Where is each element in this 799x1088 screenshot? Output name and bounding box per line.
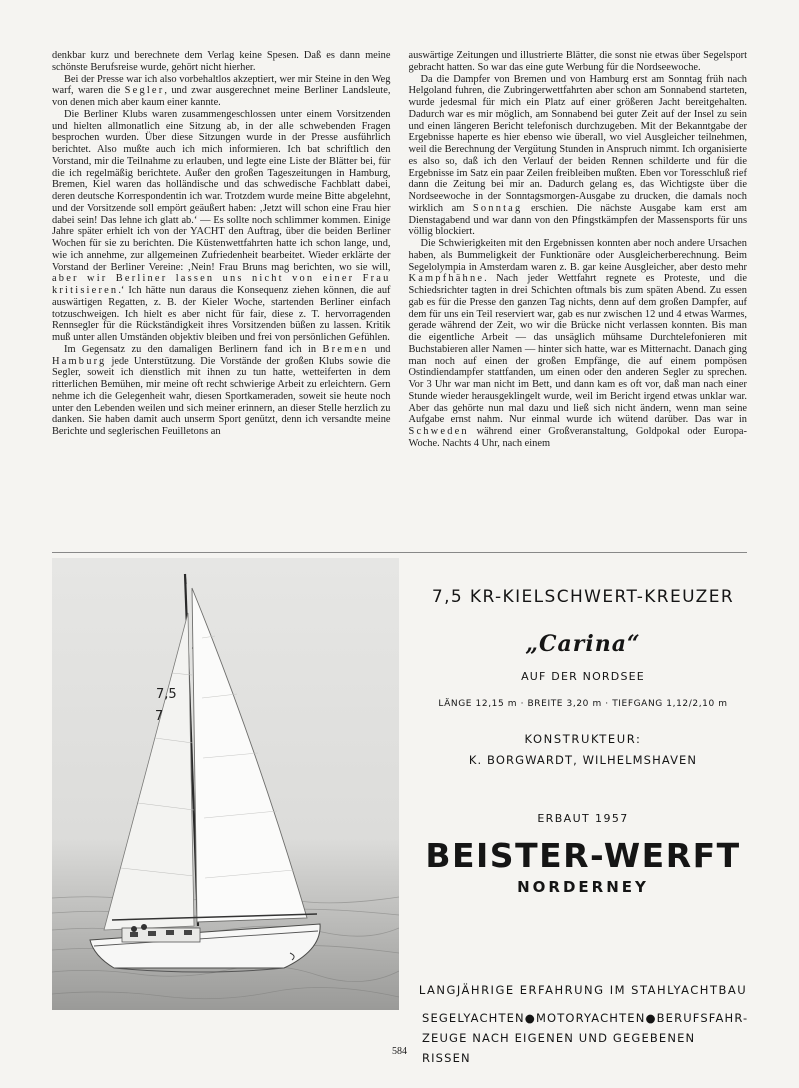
emphasized-text: Schweden (408, 426, 469, 437)
article-paragraph (52, 109, 391, 344)
emphasized-text: Bremen (322, 343, 369, 355)
ad-products (422, 1008, 748, 1068)
ad-shipyard-location: NORDERNEY (517, 878, 649, 896)
paragraph-text: .‘ Ich hätte nun daraus die Konsequenz ziehen können, die auf auswärtigen Regatten, z. B. der Kieler Woche, startenden Berliner einfach totzuschweigen. Ich hielt es aber nicht für fair, diese z. T. hervorragenden Rennsegler für die Rückständigkeit ihres Vorsitzenden büßen zu lassen. Kritik muß unter allen Umständen objektiv bleiben und frei von persönlichen Gefühlen. (52, 285, 391, 343)
paragraph-text: Die Schwierigkeiten mit den Ergebnissen konnten aber noch andere Ursachen haben, als Bummeligkeit der Funktionäre oder Ausgleicherberechnung. Beim Segelolympia in Amsterdam waren z. B. gar keine Ausgleicher, aber desto mehr (408, 238, 747, 273)
ad-location: AUF DER NORDSEE (521, 670, 645, 683)
article-paragraph (409, 238, 748, 450)
section-divider (52, 552, 747, 553)
ad-boat-name: „Carina“ (525, 631, 641, 657)
emphasized-text: Sonntag (472, 202, 523, 214)
article-paragraph (52, 344, 391, 438)
ad-tagline: LANGJÄHRIGE ERFAHRUNG IM STAHLYACHTBAU (418, 983, 748, 997)
article-column-left (52, 50, 391, 545)
paragraph-text: Bei der Presse war ich also vorbehaltlos akzeptiert, wer mir Steine in den Weg warf, waren die (52, 73, 391, 97)
sailboat-photo (52, 558, 399, 1010)
ad-products-line-2: ZEUGE NACH EIGENEN UND GEGEBENEN RISSEN (422, 1031, 696, 1065)
paragraph-text: und (368, 343, 391, 355)
sailboat-hull (90, 924, 320, 972)
main-sail (192, 588, 307, 922)
paragraph-text: erschien. Die nächste Ausgabe kam erst am Dienstagabend und war dann von den Pfingstkämpfen der Massensports für uns völlig blockiert. (408, 202, 747, 238)
paragraph-text: jede Unterstützung. Die Vorstände der großen Klubs sowie die Segler, soweit ich dienstlich mit ihnen zu tun hatte, wetteiferten in dem ritterlichen Bemühen, mir meine oft recht schwierige Arbeit zu erleichtern. Gern nehme ich die Gelegenheit wahr, diesen Sportkameraden, soweit sie heute noch unter den Lebenden weilen und sich meiner erinnern, an dieser Stelle herzlich zu danken. Sie haben damit auch unserm Sport genützt, denn ich versandte meine Berichte und seglerischen Feuilletons an (52, 355, 391, 437)
page-number: 584 (392, 1046, 407, 1057)
emphasized-text: Kampfhähne (408, 273, 485, 285)
ad-products-line-1: SEGELYACHTEN●MOTORYACHTEN●BERUFSFAHR- (422, 1011, 749, 1025)
article-paragraph (409, 74, 748, 239)
article-paragraph (52, 74, 391, 109)
paragraph-text: denkbar kurz und berechnete dem Verlag keine Spesen. Daß es dann meine schönste Berufsreise wurde, gehört nicht hierher. (52, 50, 391, 73)
paragraph-text: während einer Großveranstaltung, Goldpokal oder Europa-Woche. Nachts 4 Uhr, nach einem (408, 426, 747, 449)
emphasized-text: aber wir Berliner lassen uns nicht von einer Frau kritisieren (52, 273, 391, 296)
ad-title: 7,5 KR-KIELSCHWERT-KREUZER (431, 587, 735, 607)
ad-designer: K. BORGWARDT, WILHELMSHAVEN (468, 753, 698, 767)
ad-designer-label: KONSTRUKTEUR: (524, 732, 642, 746)
article-column-right (409, 50, 748, 545)
emphasized-text: Hamburg (52, 355, 107, 367)
emphasized-text: Segler (124, 85, 165, 97)
sail-number-bottom: 7 (155, 709, 164, 724)
paragraph-text: Im Gegensatz zu den damaligen Berlinern fand ich in (64, 343, 323, 355)
paragraph-text: . Nach jeder Wettfahrt regnete es Proteste, und die Schiedsrichter tagten in drei Schichten oftmals bis zum späten Abend. Zu essen gab es für die Presse den ganzen Tag nichts, denn auf dem großen Dampfer, auf dem für uns ein Teil reserviert war, gab es nur zwischen 12 und 4 etwas Warmes, gerade während der Zeit, wo wir die Brücke nicht verlassen konnten. Bis man die eigentliche Arbeit — das unsäglich mühsame Durchtelefonieren mit Buchstabieren aller Namen — hinter sich hatte, war es Mitternacht. Danach ging man noch auf einen der großen Empfänge, die auf einem pompösen Ostindiendampfer stattfanden, um einen oder den anderen Segler zu sprechen. Vor 3 Uhr war man nicht im Bett, und dann kam es oft vor, daß man nach einer Stunde wieder herausgeklingelt wurde, weil im Bericht irgend etwas unklar war. Aber das gehörte nun mal dazu und ließ sich nicht ändern, wenn man seine Aufgabe ernst nahm. Nur einmal wurde ich wütend darüber. Das war in (408, 273, 747, 426)
ad-shipyard-name: BEISTER-WERFT (425, 836, 741, 875)
paragraph-text: , und zwar ausgerechnet meine Berliner Landsleute, von denen mich aber kaum einer kannte. (52, 85, 391, 108)
paragraph-text: Die Berliner Klubs waren zusammengeschlossen unter einem Vorsitzenden und hielten allmonatlich eine Sitzung ab, in der alle schwebenden Fragen besprochen wurden. Über diese Sitzungen wurde in der Presse ausführlich berichtet. Also mußte auch ich mich informieren. Ich bat schriftlich den Vorstand, mir die Teilnahme zu erlauben, und legte eine Liste der Blätter bei, für die ich regelmäßig berichtete. Außer den großen Tageszeitungen in Hamburg, Bremen, Kiel waren das holländische und das schwedische Fachblatt dabei, deren deutsche Korrespondentin ich war. Trotzdem wurde meine Bitte abgelehnt, und der Vorsitzende soll empört geäußert haben: ‚Jetzt will schon eine Frau hier dabei sein! Das lehne ich glatt ab.‘ — Es sollte noch schlimmer kommen. Einige Jahre später erhielt ich von der YACHT den Auftrag, über die beiden Berliner Wochen für sie zu berichten. Die Küstenwettfahrten hatte ich schon lange, und, wie ich annehme, zur allgemeinen Zufriedenheit bearbeitet. Wieder erklärte der Vorstand der Berliner Vereine: ‚Nein! Frau Bruns mag berichten, wo sie will, (52, 108, 391, 273)
article-paragraph (52, 50, 391, 74)
jib-sail (104, 613, 194, 930)
paragraph-text: auswärtige Zeitungen und illustrierte Blätter, die sonst nie etwas über Segelsport gebracht hatten. So war das eine gute Werbung für die Nordseewoche. (408, 50, 747, 73)
article-text (52, 50, 747, 545)
article-paragraph (409, 50, 748, 74)
ad-built-year: ERBAUT 1957 (537, 812, 629, 825)
advertisement (418, 575, 749, 1065)
ad-dimensions: LÄNGE 12,15 m · BREITE 3,20 m · TIEFGANG 1,12/2,10 m (438, 699, 728, 709)
paragraph-text: Da die Dampfer von Bremen und von Hamburg erst am Sonntag früh nach Helgoland fuhren, die Zubringerwettfahrten aber schon am Sonnabend starteten, wurde jedesmal für mich ein Platz auf einer größeren Jacht bereitgehalten. Dadurch war es mir möglich, am Sonnabend bei guter Zeit auf der Insel zu sein und einen längeren Bericht telefonisch durchzugeben. Mit der Bekanntgabe der Ergebnisse haperte es hier ebenso wie überall, wo viel Ausgleicher teilnehmen, weil die Berechnung der Vergütung Stunden in Anspruch nimmt. Ich organisierte es also so, daß ich den Verlauf der beiden Rennen schilderte und für die Ergebnisse im Satz ein paar Zeilen freibleiben mußten. Eben vor Toresschluß rief dann die Zeitung bei mir an. Dadurch gelang es, das Wichtigste über die Nordseewoche in der Sonntagsmorgen-Ausgabe zu drucken, die damals noch wirklich am (408, 73, 747, 214)
sail-number-top: 7,5 (156, 687, 177, 702)
